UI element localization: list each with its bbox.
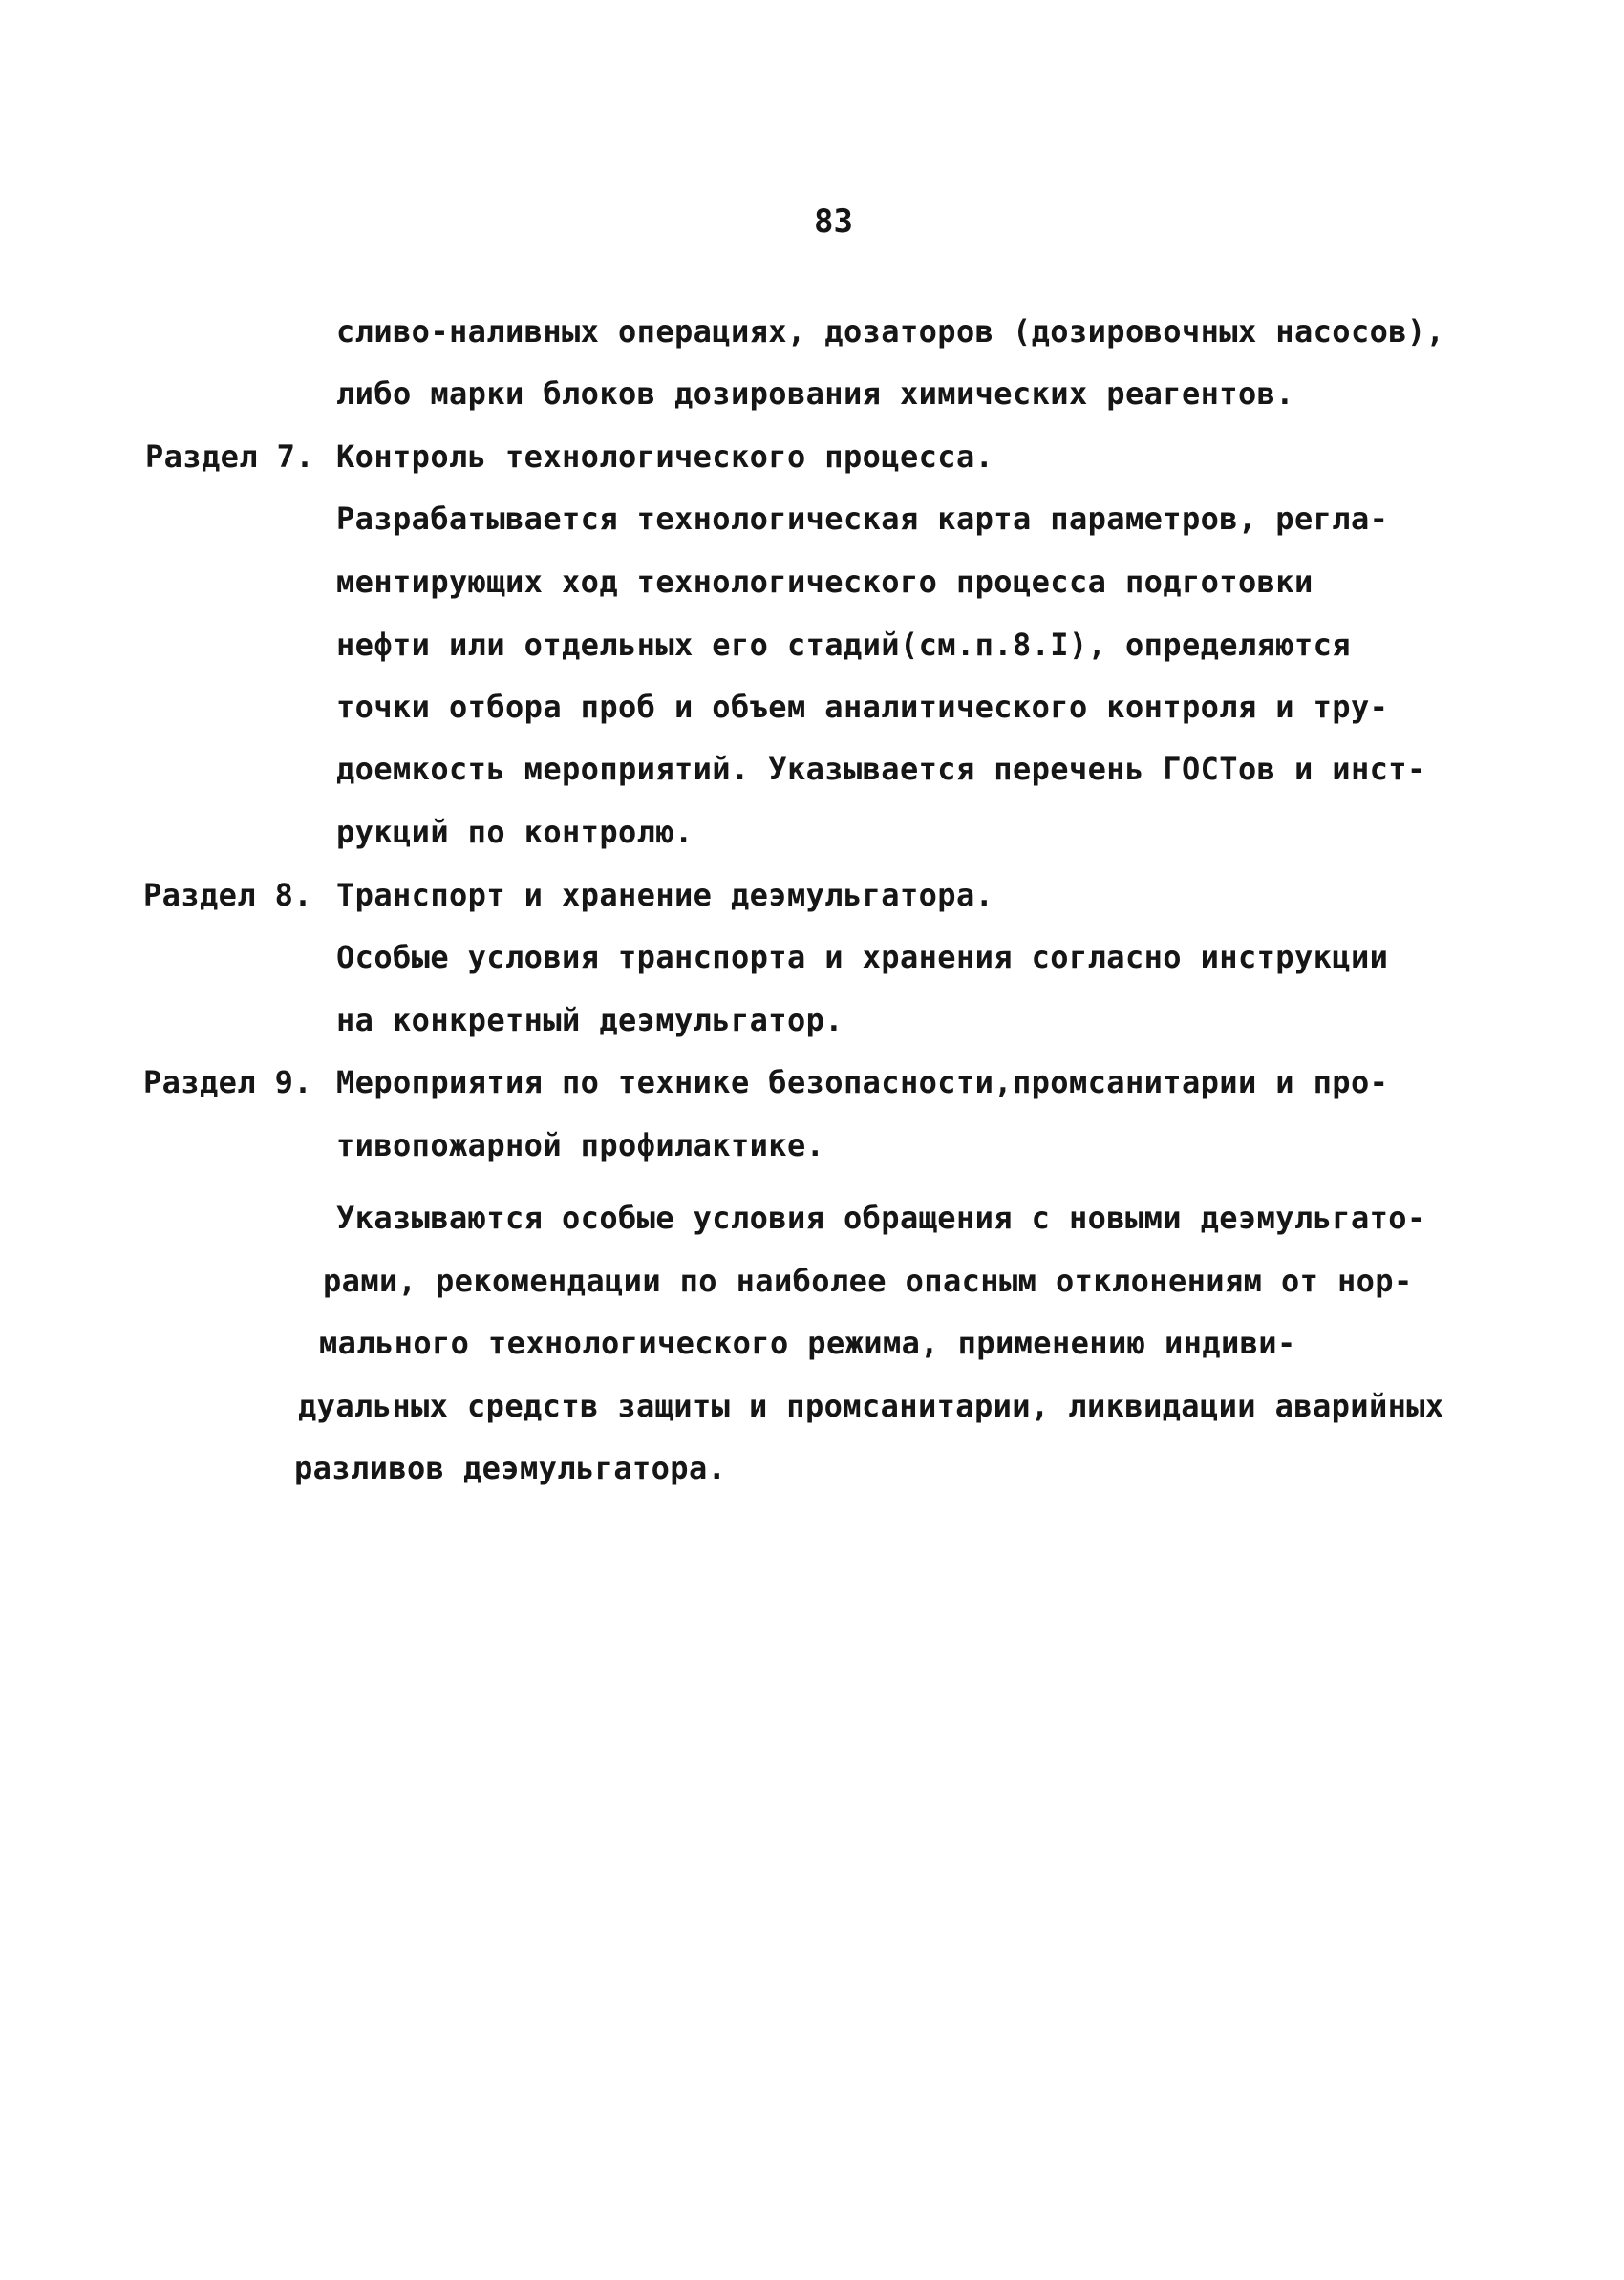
section-7-body-line-2: ментирующих ход технологического процесса подготовки: [336, 564, 1314, 600]
section-7-body-line-1: Разрабатывается технологическая карта параметров, регла-: [336, 501, 1389, 537]
section-9-title-line-2: тивопожарной профилактике.: [336, 1127, 825, 1163]
section-8-title: Транспорт и хранение деэмульгатора.: [336, 877, 994, 913]
section-8-label: Раздел 8.: [143, 877, 312, 913]
section-7-title: Контроль технологического процесса.: [336, 438, 994, 475]
section-9-body-line-1: Указываются особые условия обращения с новыми деэмульгато-: [336, 1200, 1426, 1236]
section-9-title-line-1: Мероприятия по технике безопасности,промсанитарии и про-: [336, 1064, 1389, 1100]
section-7-body-line-5: доемкость мероприятий. Указывается перечень ГОСТов и инст-: [336, 751, 1426, 787]
section-9-body-line-2: рами, рекомендации по наиболее опасным отклонениям от нор-: [323, 1263, 1413, 1299]
section-9-body-line-4: дуальных средств защиты и промсанитарии, ликвидации аварийных: [298, 1388, 1444, 1424]
section-8-body-line-2: на конкретный деэмульгатор.: [336, 1002, 844, 1038]
section-9-body-line-3: мального технологического режима, применению индиви-: [319, 1325, 1296, 1361]
page-number: 83: [814, 202, 853, 241]
section-9-body-line-5: разливов деэмульгатора.: [294, 1450, 727, 1486]
continuation-line-1: сливо-наливных операциях, дозаторов (дозировочных насосов),: [336, 313, 1445, 350]
section-7-body-line-3: нефти или отдельных его стадий(см.п.8.I), определяются: [336, 627, 1351, 663]
section-7-body-line-6: рукций по контролю.: [336, 814, 694, 850]
section-7-body-line-4: точки отбора проб и объем аналитического контроля и тру-: [336, 689, 1389, 725]
section-8-body-line-1: Особые условия транспорта и хранения согласно инструкции: [336, 939, 1389, 975]
section-9-label: Раздел 9.: [143, 1064, 312, 1100]
section-7-label: Раздел 7.: [145, 438, 314, 475]
continuation-line-2: либо марки блоков дозирования химических реагентов.: [336, 375, 1294, 412]
